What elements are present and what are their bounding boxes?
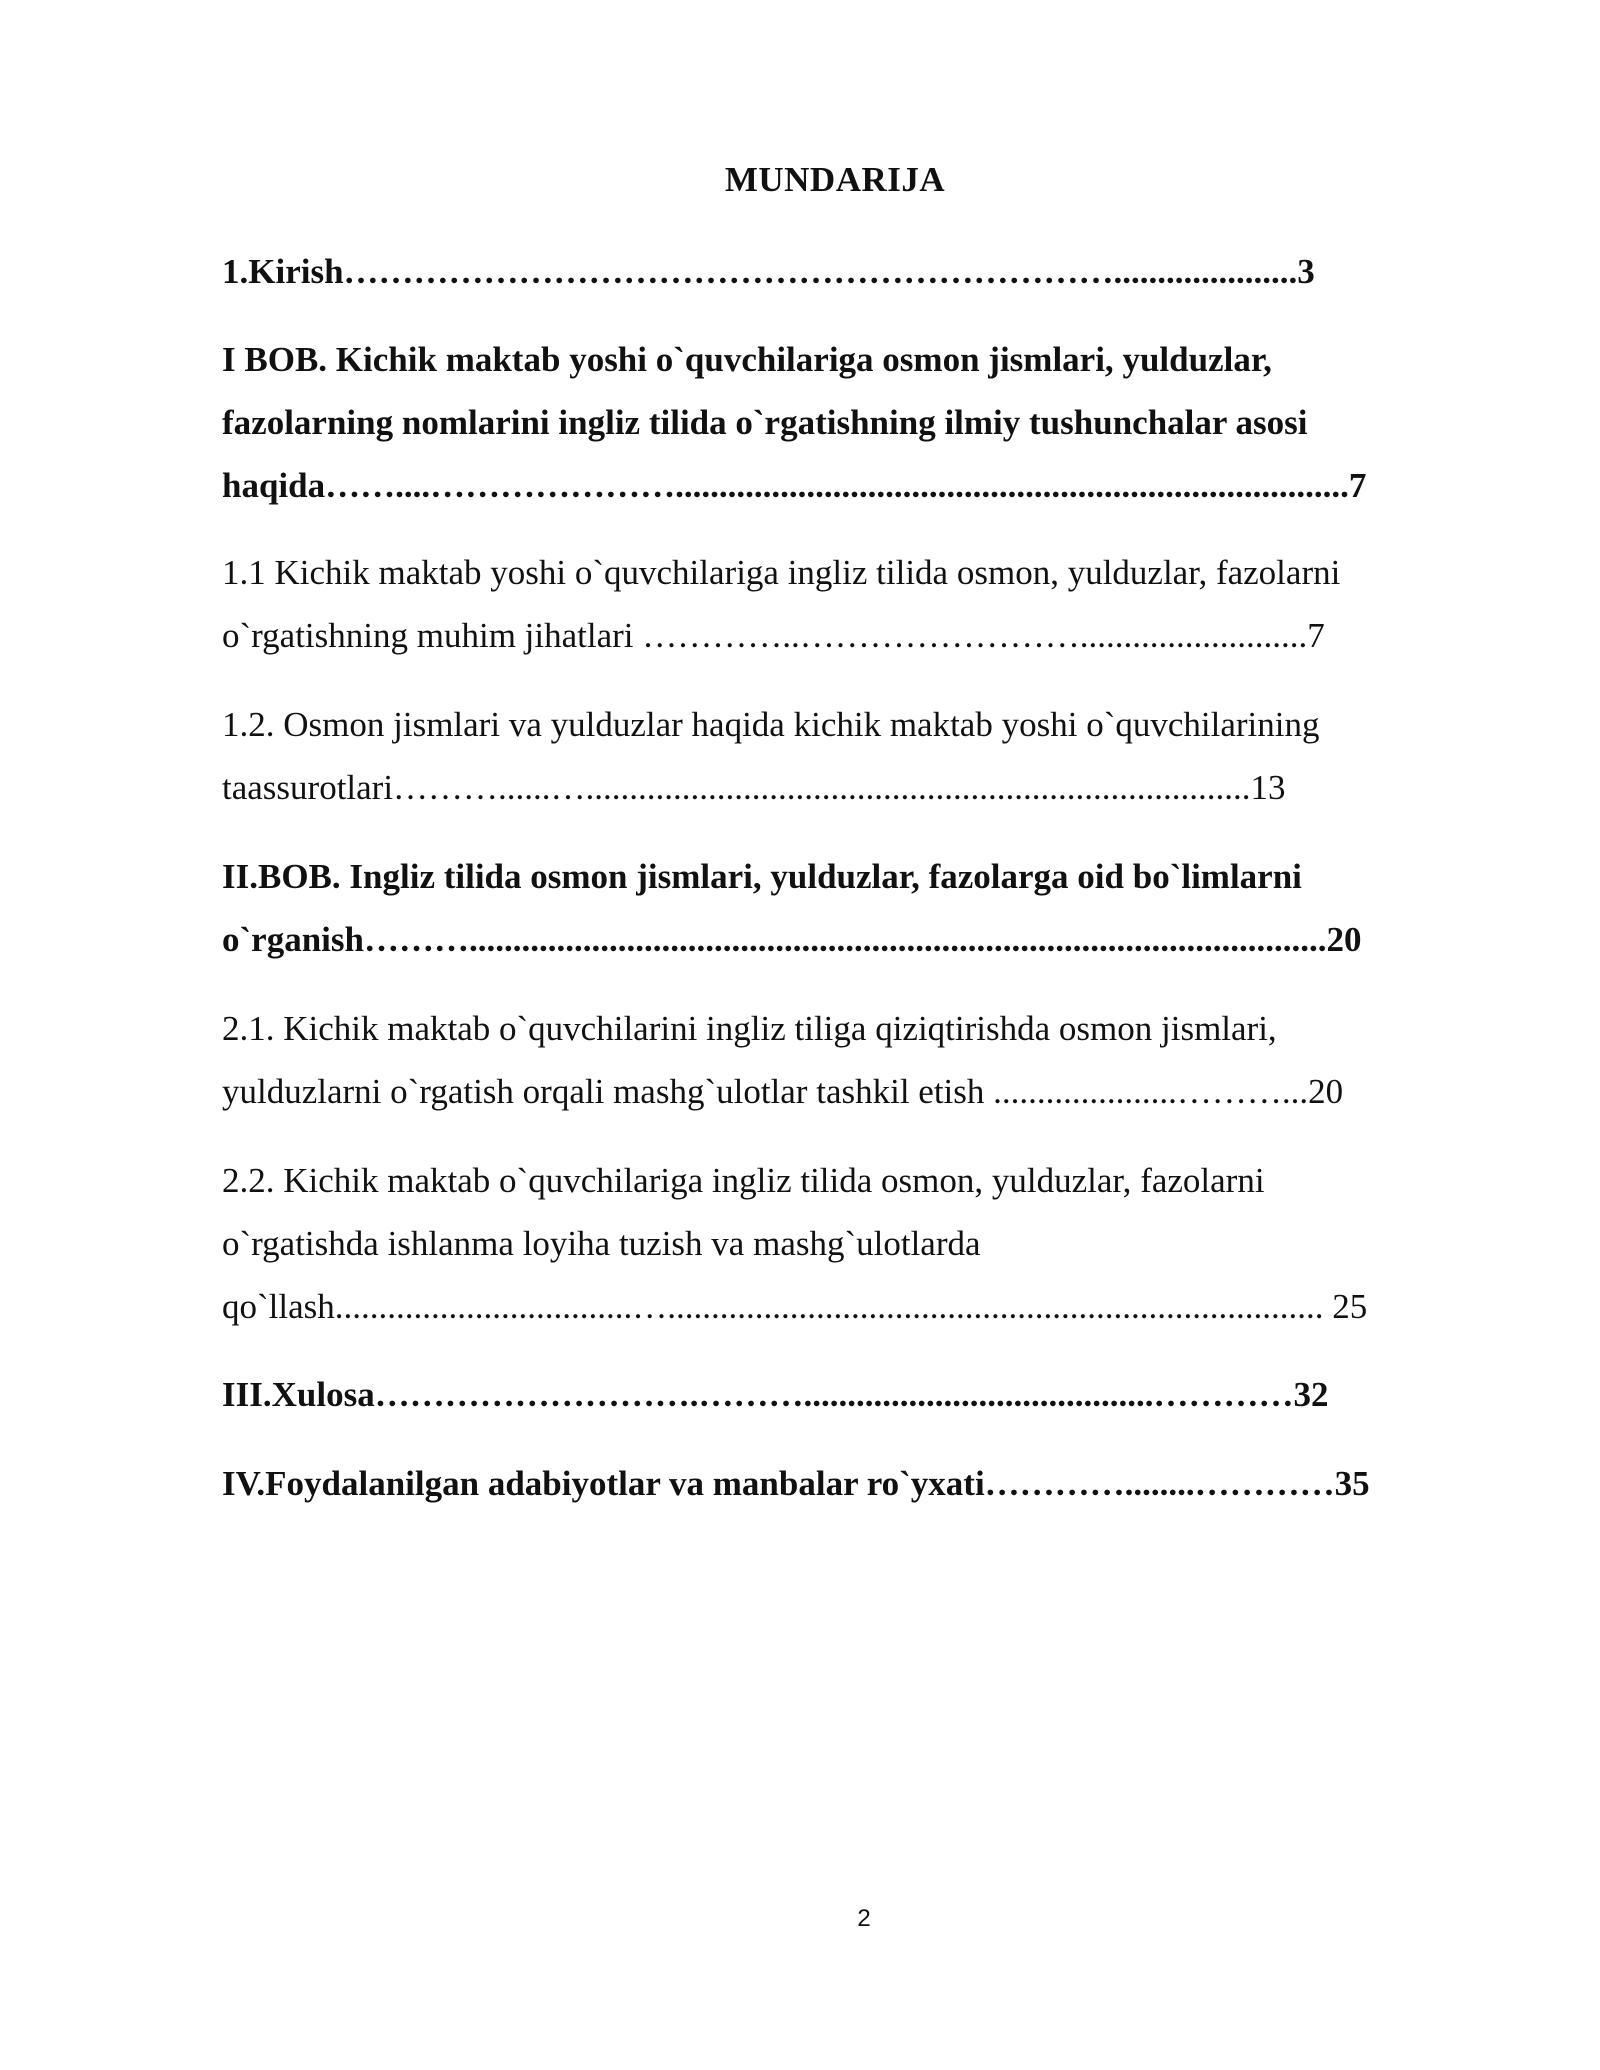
toc-entry-section-2-1 [222,997,1414,1123]
toc-entry-line: 1.Kirish………………………………………………………….....................3 [222,252,1315,291]
toc-word: va [711,1224,745,1263]
toc-word: o`rgatishda [222,1224,379,1263]
toc-entry-line: yulduzlarni o`rgatish orqali mashg`ulotlar tashkil etish .....................………...20 [222,1072,1344,1111]
toc-word: o`quvchilarining [1086,705,1320,744]
toc-word: ingliz [558,403,641,442]
toc-entry-line [222,1212,1434,1275]
toc-entry-line: taassurotlari………......…............................................................................13 [222,768,1286,807]
toc-entry-line: o`rganish………..................................................................................................20 [222,920,1362,959]
toc-entry-line: III.Xulosa……………………….………........................................…………32 [222,1375,1329,1414]
page-number: 2 [857,1905,871,1932]
toc-word: haqida [691,705,785,744]
toc-entry-chapter-2 [222,845,1416,971]
toc-word: ishlanma [387,1224,514,1263]
toc-entry-line [222,391,1416,454]
toc-word: nomlarini [401,403,550,442]
toc-word: ingliz [711,1161,792,1200]
toc-word: yoshi [569,340,647,379]
toc-entry-references [222,1452,1414,1515]
toc-word: o`rgatishning [735,403,936,442]
toc-entry-section-1-1 [222,541,1414,667]
toc-word: osmon [882,340,980,379]
toc-word: ilmiy [944,403,1021,442]
toc-word: kichik [793,705,882,744]
toc-entry-line [222,1149,1434,1212]
toc-word: maktab [387,1161,491,1200]
toc-word: maktab [889,705,993,744]
toc-word: Osmon [283,705,385,744]
toc-word: tilida [648,403,727,442]
toc-word: yulduzlar, [1122,340,1272,379]
toc-word: asosi [1235,403,1308,442]
toc-word: Kichik [283,1161,379,1200]
toc-entry-conclusion [222,1363,1414,1426]
toc-word: BOB. [244,340,328,379]
toc-word: fazolarni [1140,1161,1265,1200]
toc-entry-line: o`rgatishning muhim jihatlari …………..……………………..........................7 [222,616,1325,655]
toc-word: yulduzlar [550,705,683,744]
toc-word: jismlari [393,705,501,744]
toc-word: yulduzlar, [991,1161,1132,1200]
toc-entry-line: 2.1. Kichik maktab o`quvchilarini ingliz tiliga qiziqtirishda osmon jismlari, [222,1009,1277,1048]
toc-word: tuzish [618,1224,703,1263]
toc-entry-line [222,328,1416,391]
toc-word: tilida [800,1161,873,1200]
toc-word: loyiha [522,1224,611,1263]
toc-word: maktab [445,340,561,379]
toc-entry-line [222,693,1416,756]
toc-word: o`quvchilariga [655,340,874,379]
toc-title: MUNDARIJA [724,160,946,199]
toc-word: osmon, [881,1161,984,1200]
toc-entry-section-1-2 [222,693,1416,819]
toc-word: o`quvchilariga [499,1161,704,1200]
toc-entry-section-2-2 [222,1149,1434,1338]
toc-entry-line: qo`llash..................................…........................................................................... 25 [222,1287,1368,1326]
toc-entry-line: 1.1 Kichik maktab yoshi o`quvchilariga ingliz tilida osmon, yulduzlar, fazolarni [222,553,1341,592]
toc-entry-chapter-1 [222,328,1416,517]
toc-word: tushunchalar [1029,403,1227,442]
toc-word: I [222,340,236,379]
toc-entry-line: IV.Foydalanilgan adabiyotlar va manbalar ro`yxati…………........…………35 [222,1464,1370,1503]
toc-word: Kichik [335,340,437,379]
toc-word: 2.2. [222,1161,275,1200]
toc-word: fazolarning [222,403,394,442]
toc-word: 1.2. [222,705,275,744]
toc-entry-line: II.BOB. Ingliz tilida osmon jismlari, yulduzlar, fazolarga oid bo`limlarni [222,857,1302,896]
toc-word: va [508,705,542,744]
toc-word: jismlari, [988,340,1114,379]
toc-entry-kirish [222,240,1414,303]
toc-word: mashg`ulotlarda [753,1224,981,1263]
toc-entry-line: haqida……....………………….............................................................................7 [222,466,1367,505]
toc-word: yoshi [1001,705,1078,744]
